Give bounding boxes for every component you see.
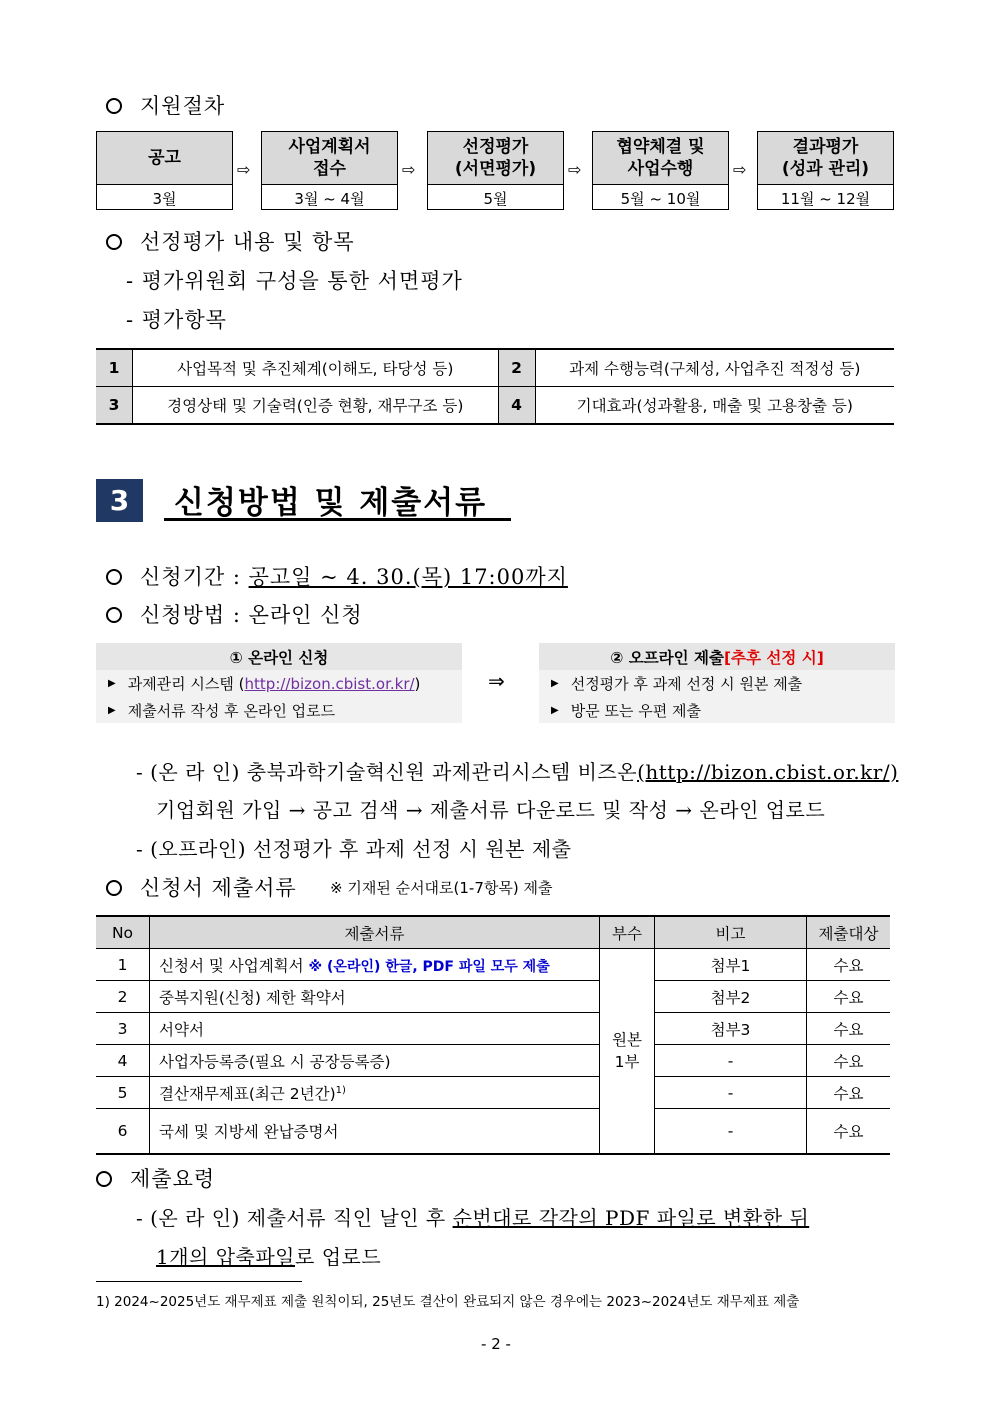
offline-line1: ▶ 선정평가 후 과제 선정 시 원본 제출 [551,675,803,693]
online-steps: 기업회원 가입 → 공고 검색 → 제출서류 다운로드 및 작성 → 온라인 업로드 [156,798,826,822]
step-period: 3월 ~ 4월 [294,189,365,208]
eval-item-number: 2 [498,349,535,387]
table-row [96,1077,890,1109]
table-row [96,1045,890,1077]
step-period: 11월 ~ 12월 [780,189,871,208]
circle-bullet-icon [106,234,122,250]
online-detail: - (온 라 인) 충북과학기술혁신원 과제관리시스템 비즈온(http://bizon.cbist.or.kr/) [136,760,899,784]
circle-bullet-icon [106,569,122,585]
eval-item-text: 경영상태 및 기술력(인증 현황, 재무구조 등) [133,387,499,425]
remark: - [655,1109,807,1155]
section-title: 신청방법 및 제출서류 [164,477,511,521]
doc-name: 사업자등록증(필요 시 공장등록증) [150,1045,600,1077]
submission-heading: 제출요령 [96,1163,215,1193]
remark: - [655,1077,807,1109]
bizon-link[interactable]: http://bizon.cbist.or.kr/ [244,674,415,693]
target: 수요 [807,1045,891,1077]
step-title: 공고 [97,132,232,185]
procedure-step [427,131,564,210]
row-number: 2 [96,981,150,1013]
triangle-bullet-icon: ▶ [108,678,116,689]
doc-name: 신청서 및 사업계획서 ※ (온라인) 한글, PDF 파일 모두 제출 [150,949,600,981]
application-period: 신청기간 : 공고일 ~ 4. 30.(목) 17:00까지 [106,561,568,591]
triangle-bullet-icon: ▶ [108,705,116,716]
triangle-bullet-icon: ▶ [551,705,559,716]
table-row [96,949,890,981]
row-number: 5 [96,1077,150,1109]
col-header: No [96,916,150,949]
row-number: 3 [96,1013,150,1045]
doc-note: ※ (온라인) 한글, PDF 파일 모두 제출 [308,958,550,975]
flow-arrow-icon: ⇨ [568,160,582,179]
flow-arrow-icon: ⇨ [237,160,251,179]
remark: 첨부3 [655,1013,807,1045]
online-line1: ▶ 과제관리 시스템 ( http://bizon.cbist.or.kr/ ) [108,674,421,693]
evaluation-heading: 선정평가 내용 및 항목 [106,226,355,256]
target: 수요 [807,1109,891,1155]
offline-box [539,643,895,723]
circle-bullet-icon [106,880,122,896]
target: 수요 [807,981,891,1013]
online-box-title: ① 온라인 신청 [96,643,462,670]
application-method: 신청방법 : 온라인 신청 [106,599,363,629]
row-number: 6 [96,1109,150,1155]
doc-name: 국세 및 지방세 완납증명서 [150,1109,600,1155]
copies: 원본 1부 [600,949,655,1155]
eval-item-text: 과제 수행능력(구체성, 사업추진 적정성 등) [535,349,894,387]
eval-item-text: 사업목적 및 추진체계(이해도, 타당성 등) [133,349,499,387]
offline-line2: ▶ 방문 또는 우편 제출 [551,702,701,720]
circle-bullet-icon [106,98,122,114]
remark: 첨부2 [655,981,807,1013]
documents-heading: 신청서 제출서류 [106,872,297,902]
step-title: 사업계획서 접수 [262,132,397,185]
table-row [96,387,894,425]
step-title: 협약체결 및 사업수행 [593,132,728,185]
offline-note: [추후 선정 시] [723,648,824,667]
evaluation-sub1: - 평가위원회 구성을 통한 서면평가 [126,269,463,293]
target: 수요 [807,949,891,981]
footnote-ref: 1) [335,1084,346,1096]
eval-item-number: 4 [498,387,535,425]
page-number: - 2 - [481,1335,511,1353]
step-title: 결과평가 (성과 관리) [758,132,893,185]
col-header: 제출대상 [807,916,891,949]
table-header-row [96,916,890,949]
evaluation-table [96,348,894,425]
target: 수요 [807,1077,891,1109]
flow-arrow-icon: ⇨ [733,160,747,179]
doc-name: 결산재무제표(최근 2년간)$^{1)}$ [150,1077,600,1109]
triangle-bullet-icon: ▶ [551,678,559,689]
step-title: 선정평가 (서면평가) [428,132,563,185]
table-row [96,981,890,1013]
eval-item-number: 1 [96,349,133,387]
doc-name: 서약서 [150,1013,600,1045]
table-row [96,1013,890,1045]
online-box [96,643,462,723]
online-line2: ▶ 제출서류 작성 후 온라인 업로드 [108,702,336,720]
remark: 첨부1 [655,949,807,981]
documents-note: ※ 기재된 순서대로(1-7항목) 제출 [330,879,553,897]
footnote: 1) 2024~2025년도 재무제표 제출 원칙이되, 25년도 결산이 완료되지 않은 경우에는 2023~2024년도 재무제표 제출 [96,1294,800,1310]
procedure-step [592,131,729,210]
target: 수요 [807,1013,891,1045]
right-arrow-icon: ⇒ [488,669,505,693]
bizon-url[interactable]: (http://bizon.cbist.or.kr/) [637,760,899,784]
table-row [96,1109,890,1155]
offline-detail: - (오프라인) 선정평가 후 과제 선정 시 원본 제출 [136,837,572,861]
documents-table [96,915,890,1155]
procedure-step [261,131,398,210]
eval-item-text: 기대효과(성과활용, 매출 및 고용창출 등) [535,387,894,425]
step-period: 3월 [152,189,177,208]
footnote-divider [96,1281,302,1282]
submission-line1: - (온 라 인) 제출서류 직인 날인 후 순번대로 각각의 PDF 파일로 변환한 뒤 [136,1206,810,1230]
step-period: 5월 [483,189,508,208]
row-number: 1 [96,949,150,981]
doc-name: 중복지원(신청) 제한 확약서 [150,981,600,1013]
table-row [96,349,894,387]
submission-line2: 1개의 압축파일로 업로드 [156,1245,382,1269]
step-period: 5월 ~ 10월 [620,189,701,208]
circle-bullet-icon [96,1171,112,1187]
col-header: 비고 [655,916,807,949]
procedure-heading: 지원절차 [106,90,225,120]
row-number: 4 [96,1045,150,1077]
procedure-step [96,131,233,210]
circle-bullet-icon [106,607,122,623]
procedure-step [757,131,894,210]
eval-item-number: 3 [96,387,133,425]
remark: - [655,1045,807,1077]
period-value: 공고일 ~ 4. 30.(목) 17:00까지 [248,565,568,589]
section-number: 3 [96,479,143,522]
col-header: 부수 [600,916,655,949]
col-header: 제출서류 [150,916,600,949]
offline-box-title: ② 오프라인 제출 [추후 선정 시] [539,643,895,670]
flow-arrow-icon: ⇨ [402,160,416,179]
evaluation-sub2: - 평가항목 [126,308,227,332]
